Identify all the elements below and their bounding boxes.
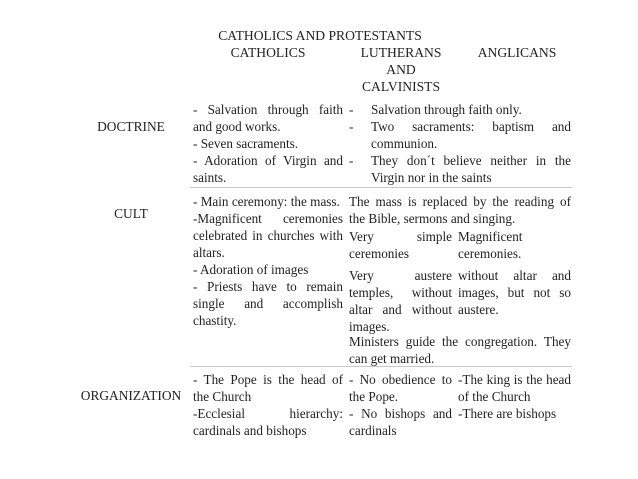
doctrine-catholics-cell (193, 101, 343, 186)
organization-catholics-item: - The Pope is the head of the Church (193, 372, 343, 404)
cult-lutherans-cell (349, 228, 452, 335)
cult-shared-outro: Ministers guide the congregation. They can get married. (349, 334, 571, 366)
cult-lutherans-item: Very austere temples, without altar and without images. (349, 268, 452, 334)
doctrine-protestants-item (349, 118, 571, 152)
page-title: CATHOLICS AND PROTESTANTS (218, 28, 422, 43)
organization-lutherans-cell (349, 371, 452, 439)
organization-lutherans-item: - No obedience to the Pope. (349, 372, 452, 404)
doctrine-catholics-item: - Salvation through faith and good works. (193, 102, 343, 134)
cult-lutherans-item: Very simple ceremonies (349, 229, 452, 261)
doctrine-protestants-item (349, 152, 571, 186)
column-header-anglicans: ANGLICANS (477, 45, 557, 60)
organization-anglicans-item: -There are bishops (458, 406, 557, 421)
header-line: CALVINISTS (361, 79, 441, 94)
doctrine-catholics-item: - Seven sacraments. (193, 136, 299, 151)
cult-catholics-item: -Magnificent ceremonies celebrated in churches with altars. (193, 211, 343, 260)
bullet-text: They don´t believe neither in the Virgin nor in the saints (371, 153, 571, 185)
header-line: AND (386, 62, 416, 77)
cult-shared-intro: The mass is replaced by the reading of the Bible, sermons and singing. (349, 194, 571, 226)
organization-anglicans-item: -The king is the head of the Church (458, 372, 571, 404)
organization-anglicans-cell (458, 371, 571, 422)
doctrine-protestants-cell (349, 101, 571, 186)
doctrine-catholics-item: - Adoration of Virgin and saints. (193, 153, 343, 185)
row-label-cult: CULT (114, 206, 148, 221)
row-divider (190, 366, 572, 367)
cult-anglicans-cell (458, 228, 571, 318)
row-label-doctrine: DOCTRINE (97, 119, 165, 134)
column-header-lutherans (345, 44, 457, 95)
cult-catholics-item: - Priests have to remain single and accomplish chastity. (193, 279, 343, 328)
bullet-dash: - (349, 119, 354, 134)
cult-anglicans-item: without altar and images, but not so austere. (458, 268, 571, 317)
bullet-text: Two sacraments: baptism and communion. (371, 119, 571, 151)
row-label-organization: ORGANIZATION (80, 388, 182, 403)
cult-anglicans-item: Magnificent ceremonies. (458, 229, 523, 261)
row-divider (190, 187, 572, 188)
organization-lutherans-item: - No bishops and cardinals (349, 406, 452, 438)
bullet-dash: - (349, 102, 354, 117)
bullet-dash: - (349, 153, 354, 168)
cult-catholics-cell (193, 193, 343, 329)
header-line: LUTHERANS (360, 45, 442, 60)
organization-catholics-item: -Ecclesial hierarchy: cardinals and bishops (193, 406, 343, 438)
doctrine-protestants-item (349, 101, 571, 118)
cult-catholics-item: - Adoration of images (193, 262, 309, 277)
bullet-text: Salvation through faith only. (371, 102, 522, 117)
column-header-catholics: CATHOLICS (230, 45, 306, 60)
organization-catholics-cell (193, 371, 343, 439)
cult-catholics-item: - Main ceremony: the mass. (193, 194, 340, 209)
